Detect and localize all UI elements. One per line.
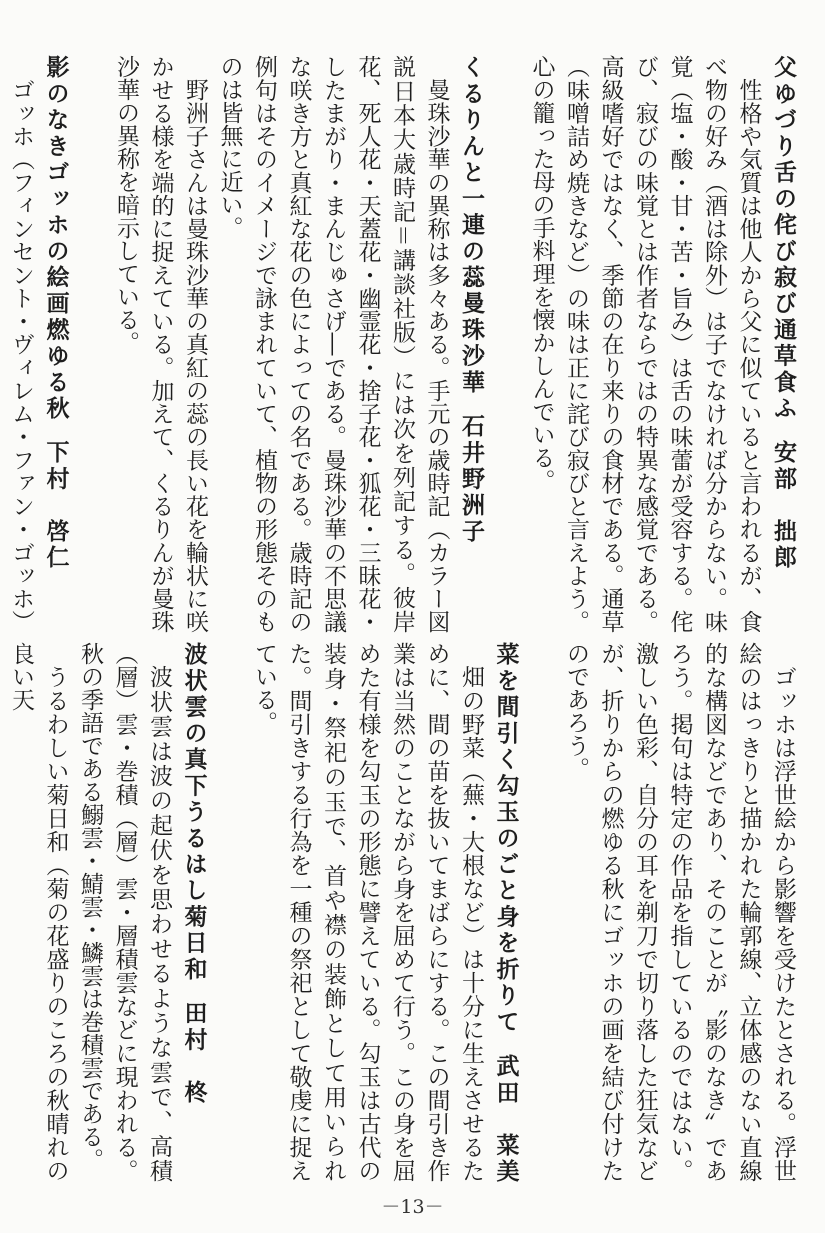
commentary-text: 野洲子さんは曼珠沙華の真紅の蕊の長い花を輪状に咲かせる様を端的に捉えている。加えて、くるりんが曼珠沙華の異称を暗示している。 [113, 55, 208, 633]
commentary-text: 畑の野菜（蕪・大根など）は十分に生えさせるために、間の苗を抜いてまばらにする。この間引き作業は当然のことながら身を屈めて行う。この身を屈めた有様を勾玉の形態に譬えている。勾玉は古代の装身・祭祀の玉で、首や襟の装飾として用いられた。間引きする行為を一種の祭祀として敬虔に捉えている。 [251, 642, 484, 1182]
page-number: －13－ [381, 1196, 444, 1218]
commentary-text: ゴッホ（フィンセント・ヴィレム・ファン・ゴッホ） [8, 78, 34, 633]
haiku-line: 父ゆづり舌の侘び寂び通草食ふ安部 拙郎 [770, 55, 796, 572]
commentary-section-3-start [0, 55, 73, 633]
haiku-author: 下村 啓仁 [42, 440, 69, 572]
commentary-text: 性格や気質は他人から父に似ていると言われるが、食べ物の好み（酒は除外）は子でなければ分からない。味覚（塩・酸・甘・苦・旨み）は舌の味蕾が受容する。侘び、寂びの味覚とは作者ならではの特異な感覚である。高級嗜好ではなく、季節の在り来りの食材である。通草（味噌詰め焼きなど）の味は正に詫び寂びと言えよう。心の籠った母の手料理を懐かしんでいる。 [528, 55, 762, 633]
haiku-line: くるりんと一連の蕊曼珠沙華石井野洲子 [458, 55, 484, 546]
haiku-author: 石井野洲子 [458, 414, 484, 546]
commentary-section-2 [109, 55, 489, 633]
haiku-author: 武田 菜美 [492, 1053, 519, 1185]
commentary-text: うるわしい菊日和（菊の花盛りのころの秋晴れの良い天 [8, 642, 69, 1182]
commentary-text: 波状雲は波の起伏を思わせるような雲で、高積（層）雲・巻積（層）雲・層積雲などに現われる。秋の季語である鰯雲・鯖雲・鱗雲は巻積雲である。 [77, 642, 172, 1182]
haiku-author: 田村 柊 [180, 1001, 207, 1107]
haiku-author: 安部 拙郎 [770, 440, 796, 572]
top-band [8, 55, 800, 633]
commentary-section-4 [247, 642, 523, 1185]
commentary-section-1 [524, 55, 800, 633]
haiku-line: 波状雲の真下うるはし菊日和田村 柊 [180, 642, 207, 1107]
haiku-line: 影のなきゴッホの絵画燃ゆる秋下村 啓仁 [42, 55, 69, 572]
commentary-section-3-continued [559, 642, 801, 1182]
commentary-section-5 [4, 642, 211, 1182]
haiku-line: 菜を間引く勾玉のごと身を折りて武田 菜美 [492, 642, 519, 1185]
bottom-band [8, 642, 800, 1185]
commentary-text: ゴッホは浮世絵から影響を受けたとされる。浮世絵のはっきりと描かれた輪郭線、立体感のない直線的な構図などであり、そのことが〝影のなき〟であろう。掲句は特定の作品を指しているのではない。激しい色彩、自分の耳を剃刀で切り落した狂気などが、折りからの燃ゆる秋にゴッホの画を結び付けたのであろう。 [563, 642, 796, 1182]
commentary-text: 曼珠沙華の異称は多々ある。手元の歳時記（カラー図説日本大歳時記＝講談社版）には次を列記する。彼岸花、死人花・天蓋花・幽霊花・捨子花・狐花・三昧花・したまがり・まんじゅさげ―である。曼珠沙華の不思議な咲き方と真紅な花の色によっての名である。歳時記の例句はそのイメージで詠まれていて、植物の形態そのものは皆無に近い。 [216, 55, 450, 633]
